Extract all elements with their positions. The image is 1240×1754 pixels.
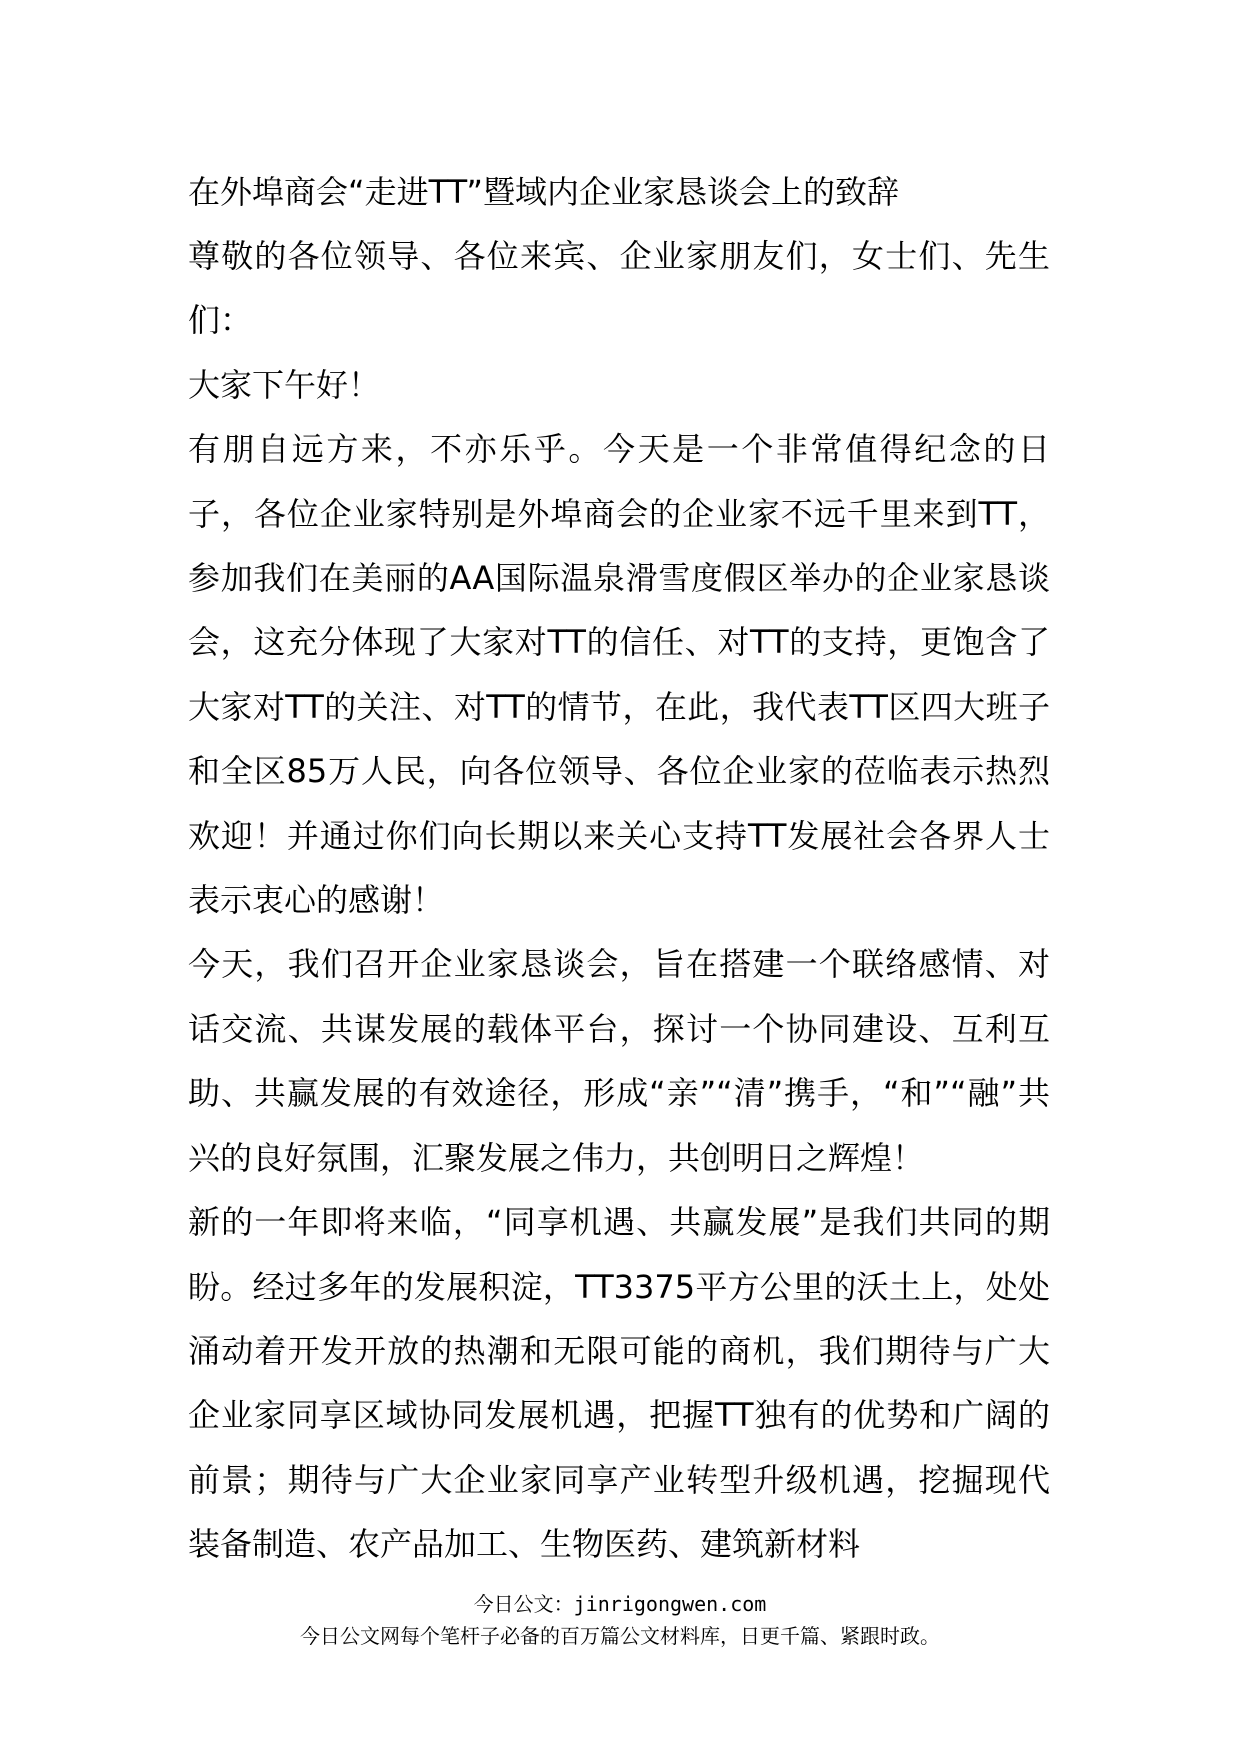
document-body — [188, 224, 1050, 1577]
document-title: 在外埠商会“走进TT”暨域内企业家恳谈会上的致辞 — [188, 173, 899, 211]
paragraph-greeting: 大家下午好！ — [188, 365, 381, 404]
paragraph-welcome: 有朋自远方来，不亦乐乎。今天是一个非常值得纪念的日子，各位企业家特别是外埠商会的企业家不远千里来到TT，参加我们在美丽的AA国际温泉滑雪度假区举办的企业家恳谈会，这充分体现了大家对TT的信任、对TT的支持，更饱含了大家对TT的关注、对TT的情节，在此，我代表TT区四大班子和全区85万人民，向各位领导、各位企业家的莅临表示热烈欢迎！并通过你们向长期以来关心支持TT发展社会各界人士表示衷心的感谢！ — [188, 430, 1050, 920]
paragraph-salutation: 尊敬的各位领导、各位来宾、企业家朋友们，女士们、先生们： — [188, 237, 1050, 340]
paragraph-outlook: 新的一年即将来临，“同享机遇、共赢发展”是我们共同的期盼。经过多年的发展积淀，TT3375平方公里的沃土上，处处涌动着开发开放的热潮和无限可能的商机，我们期待与广大企业家同享区域协同发展机遇，把握TT独有的优势和广阔的前景；期待与广大企业家同享产业转型升级机遇，挖掘现代装备制造、农产品加工、生物医药、建筑新材料 — [188, 1203, 1050, 1564]
footer-site-label: 今日公文： — [473, 1592, 574, 1616]
footer-site-line — [0, 1588, 1240, 1620]
page-footer — [0, 1588, 1240, 1652]
paragraph-purpose: 今天，我们召开企业家恳谈会，旨在搭建一个联络感情、对话交流、共谋发展的载体平台，探讨一个协同建设、互利互助、共赢发展的有效途径，形成“亲”“清”携手，“和”“融”共兴的良好氛围，汇聚发展之伟力，共创明日之辉煌！ — [188, 945, 1050, 1177]
footer-tagline: 今日公文网每个笔杆子必备的百万篇公文材料库，日更千篇、紧跟时政。 — [300, 1624, 940, 1648]
footer-site-url: jinrigongwen.com — [573, 1592, 767, 1616]
